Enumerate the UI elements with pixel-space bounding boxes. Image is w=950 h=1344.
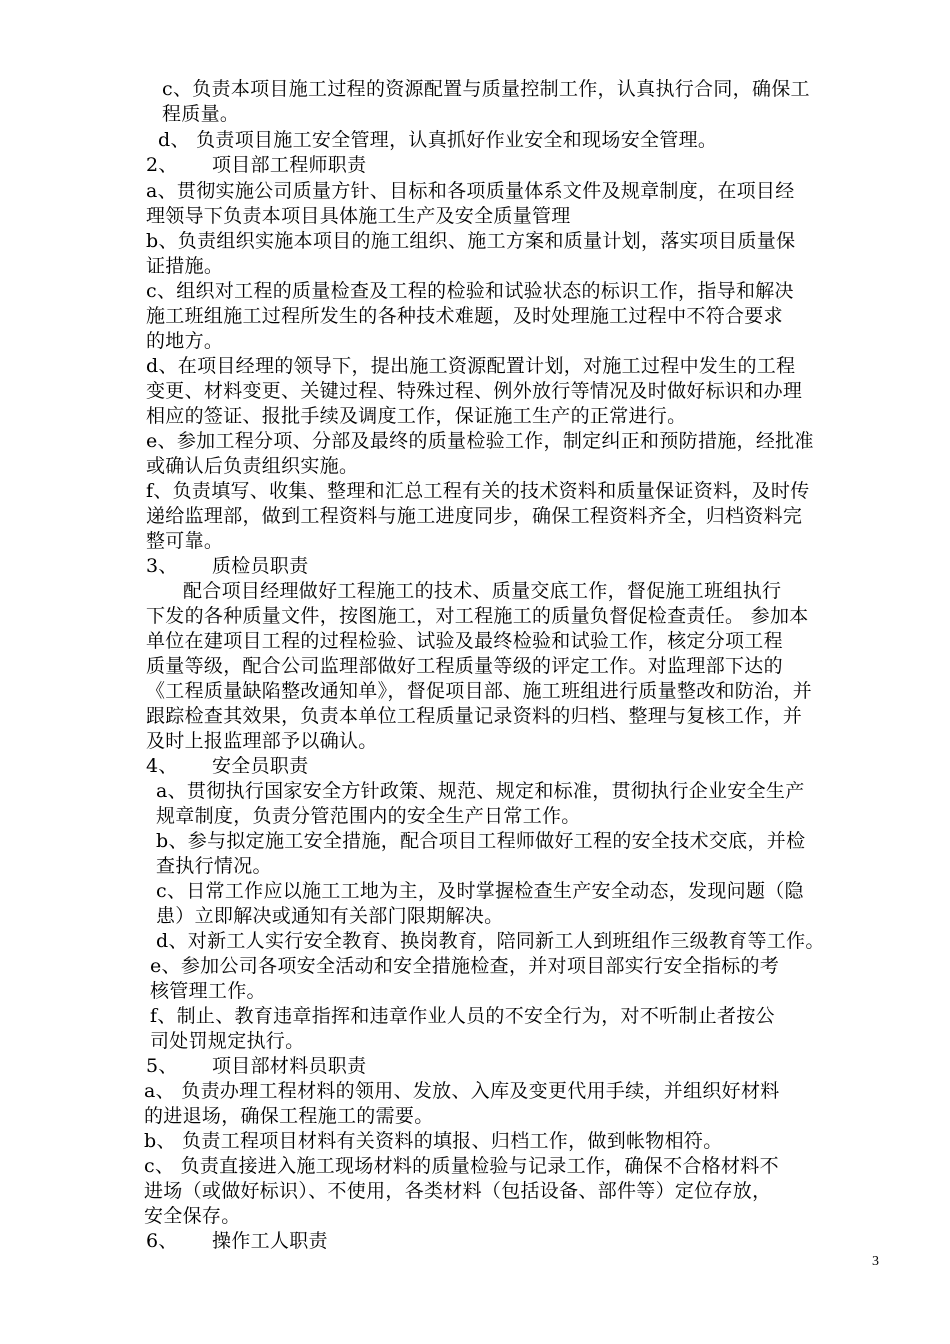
section-heading — [146, 1054, 366, 1078]
paragraph-line: d、对新工人实行安全教育、换岗教育，陪同新工人到班组作三级教育等工作。 — [156, 930, 825, 952]
section-title: 项目部材料员职责 — [212, 1055, 367, 1077]
paragraph-line: 程质量。 — [162, 103, 240, 125]
paragraph-line: 查执行情况。 — [156, 855, 272, 877]
paragraph-line: 的进退场，确保工程施工的需要。 — [144, 1105, 434, 1127]
paragraph-line: e、参加公司各项安全活动和安全措施检查，并对项目部实行安全指标的考 — [150, 955, 780, 977]
section-number: 5、 — [146, 1055, 178, 1077]
section-number: 3、 — [146, 555, 178, 577]
section-heading — [146, 153, 366, 177]
section-number: 6、 — [146, 1230, 178, 1252]
paragraph-line: 及时上报监理部予以确认。 — [146, 730, 378, 752]
paragraph-line: 证措施。 — [146, 255, 224, 277]
paragraph-line: 进场（或做好标识）、不使用，各类材料（包括设备、部件等）定位存放， — [144, 1180, 772, 1202]
paragraph-line: 跟踪检查其效果，负责本单位工程质量记录资料的归档、整理与复核工作，并 — [146, 705, 803, 727]
paragraph-line: 《工程质量缺陷整改通知单》，督促项目部、施工班组进行质量整改和防治，并 — [146, 680, 813, 702]
paragraph-line: a、贯彻执行国家安全方针政策、规范、规定和标准，贯彻执行企业安全生产 — [156, 780, 805, 802]
section-heading — [146, 754, 309, 778]
paragraph-line: b、 负责工程项目材料有关资料的填报、归档工作，做到帐物相符。 — [144, 1130, 723, 1152]
paragraph-line: 配合项目经理做好工程施工的技术、质量交底工作，督促施工班组执行 — [183, 580, 782, 602]
paragraph-line: 下发的各种质量文件，按图施工，对工程施工的质量负督促检查责任。 参加本 — [146, 605, 809, 627]
page-number: 3 — [872, 1254, 879, 1269]
section-title: 质检员职责 — [212, 555, 309, 577]
section-heading — [146, 554, 309, 578]
paragraph-line: 理领导下负责本项目具体施工生产及安全质量管理 — [146, 205, 571, 227]
paragraph-line: 整可靠。 — [146, 530, 224, 552]
paragraph-line: 施工班组施工过程所发生的各种技术难题，及时处理施工过程中不符合要求 — [146, 305, 783, 327]
paragraph-line: f、制止、教育违章指挥和违章作业人员的不安全行为，对不听制止者按公 — [150, 1005, 775, 1027]
paragraph-line: b、参与拟定施工安全措施，配合项目工程师做好工程的安全技术交底，并检 — [156, 830, 806, 852]
section-number: 4、 — [146, 755, 178, 777]
paragraph-line: 递给监理部，做到工程资料与施工进度同步，确保工程资料齐全，归档资料完 — [146, 505, 803, 527]
paragraph-line: a、 负责办理工程材料的领用、发放、入库及变更代用手续，并组织好材料 — [144, 1080, 780, 1102]
paragraph-line: a、贯彻实施公司质量方针、目标和各项质量体系文件及规章制度，在项目经 — [146, 180, 795, 202]
section-number: 2、 — [146, 154, 178, 176]
paragraph-line: 质量等级，配合公司监理部做好工程质量等级的评定工作。对监理部下达的 — [146, 655, 783, 677]
paragraph-line: c、日常工作应以施工工地为主，及时掌握检查生产安全动态，发现问题（隐 — [156, 880, 804, 902]
paragraph-line: b、负责组织实施本项目的施工组织、施工方案和质量计划，落实项目质量保 — [146, 230, 796, 252]
paragraph-line: 患）立即解决或通知有关部门限期解决。 — [156, 905, 504, 927]
paragraph-line: f、负责填写、收集、整理和汇总工程有关的技术资料和质量保证资料，及时传 — [146, 480, 810, 502]
paragraph-line: c、组织对工程的质量检查及工程的检验和试验状态的标识工作，指导和解决 — [146, 280, 794, 302]
paragraph-line: 变更、材料变更、关键过程、特殊过程、例外放行等情况及时做好标识和办理 — [146, 380, 803, 402]
paragraph-line: 安全保存。 — [144, 1205, 241, 1227]
paragraph-line: 单位在建项目工程的过程检验、试验及最终检验和试验工作，核定分项工程 — [146, 630, 783, 652]
paragraph-line: e、参加工程分项、分部及最终的质量检验工作，制定纠正和预防措施，经批准 — [146, 430, 814, 452]
paragraph-line: 司处罚规定执行。 — [150, 1030, 305, 1052]
paragraph-line: d、 负责项目施工安全管理，认真抓好作业安全和现场安全管理。 — [158, 129, 718, 151]
paragraph-line: 核管理工作。 — [150, 980, 266, 1002]
paragraph-line: 或确认后负责组织实施。 — [146, 455, 359, 477]
paragraph-line: 相应的签证、报批手续及调度工作，保证施工生产的正常进行。 — [146, 405, 687, 427]
paragraph-line: 规章制度，负责分管范围内的安全生产日常工作。 — [156, 805, 581, 827]
section-title: 操作工人职责 — [212, 1230, 328, 1252]
section-title: 项目部工程师职责 — [212, 154, 367, 176]
paragraph-line: 的地方。 — [146, 330, 224, 352]
paragraph-line: c、负责本项目施工过程的资源配置与质量控制工作，认真执行合同，确保工 — [162, 78, 810, 100]
paragraph-line: d、在项目经理的领导下，提出施工资源配置计划，对施工过程中发生的工程 — [146, 355, 796, 377]
paragraph-line: c、 负责直接进入施工现场材料的质量检验与记录工作，确保不合格材料不 — [144, 1155, 779, 1177]
section-title: 安全员职责 — [212, 755, 309, 777]
section-heading — [146, 1229, 328, 1253]
